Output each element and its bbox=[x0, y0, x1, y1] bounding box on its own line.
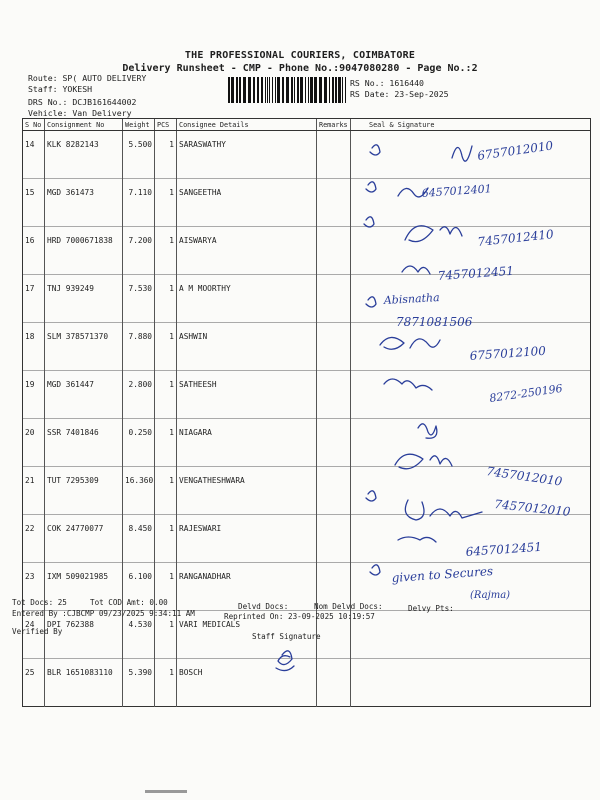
page-edge-mark bbox=[145, 790, 187, 793]
cell-consignment: DPI 762388 bbox=[45, 611, 123, 659]
cell-sno: 14 bbox=[23, 131, 45, 179]
cell-weight: 2.800 bbox=[123, 371, 155, 419]
rs-date: RS Date: 23-Sep-2025 bbox=[350, 88, 449, 99]
cell-pcs: 1 bbox=[155, 419, 177, 467]
signature-scribble bbox=[452, 146, 472, 161]
signature-scribble bbox=[405, 500, 482, 520]
cell-pcs: 1 bbox=[155, 227, 177, 275]
cell-consignment: TNJ 939249 bbox=[45, 275, 123, 323]
signature-scribble bbox=[398, 537, 436, 542]
signature-scribble bbox=[370, 145, 380, 155]
cell-consignee: SANGEETHA bbox=[177, 179, 317, 227]
cell-sno: 16 bbox=[23, 227, 45, 275]
handwritten-number: 6457012401 bbox=[421, 182, 493, 200]
cell-consignment: HRD 7000671838 bbox=[45, 227, 123, 275]
cell-sno: 23 bbox=[23, 563, 45, 611]
cell-consignment: SSR 7401846 bbox=[45, 419, 123, 467]
non-delivered-docs: Nom Delvd Docs: bbox=[314, 602, 383, 611]
handwritten-number: 7457012410 bbox=[476, 227, 555, 249]
verified-by: Verified By bbox=[12, 627, 63, 636]
cell-pcs: 1 bbox=[155, 659, 177, 707]
cell-consignment: IXM 509021985 bbox=[45, 563, 123, 611]
footer-totals bbox=[12, 598, 67, 608]
reprinted-on: Reprinted On: 23-09-2025 10:19:57 bbox=[224, 612, 375, 621]
cell-consignee: ASHWIN bbox=[177, 323, 317, 371]
signature-scribble bbox=[366, 297, 376, 307]
handwritten-number: 7871081506 bbox=[396, 315, 473, 329]
cell-consignee: NIAGARA bbox=[177, 419, 317, 467]
rs-number: RS No.: 1616440 bbox=[350, 78, 424, 88]
cell-weight: 7.200 bbox=[123, 227, 155, 275]
cell-consignment: TUT 7295309 bbox=[45, 467, 123, 515]
cell-consignee: RAJESWARI bbox=[177, 515, 317, 563]
drs-number: DRS No.: DCJB161644002 bbox=[28, 97, 137, 107]
handwritten-number: 6757012010 bbox=[476, 138, 555, 163]
signature-scribble bbox=[370, 565, 380, 575]
cell-weight: 0.250 bbox=[123, 419, 155, 467]
cell-consignee: SARASWATHY bbox=[177, 131, 317, 179]
company-name: THE PROFESSIONAL COURIERS, COIMBATORE bbox=[184, 50, 416, 61]
cell-pcs: 1 bbox=[155, 467, 177, 515]
cell-sno: 15 bbox=[23, 179, 45, 227]
cell-pcs: 1 bbox=[155, 515, 177, 563]
cell-sno: 22 bbox=[23, 515, 45, 563]
cell-pcs: 1 bbox=[155, 611, 177, 659]
cell-consignee: RANGANADHAR bbox=[177, 563, 317, 611]
cell-weight: 5.500 bbox=[123, 131, 155, 179]
col-consignment: Consignment No bbox=[45, 119, 123, 131]
cell-weight: 5.390 bbox=[123, 659, 155, 707]
cell-sno: 20 bbox=[23, 419, 45, 467]
cell-consignment: BLR 1651083110 bbox=[45, 659, 123, 707]
cell-pcs: 1 bbox=[155, 371, 177, 419]
signature-scribble bbox=[366, 491, 376, 501]
cell-pcs: 1 bbox=[155, 131, 177, 179]
cell-sno: 24 bbox=[23, 611, 45, 659]
handwritten-number: 7457012451 bbox=[437, 263, 515, 283]
handwritten-number: 7457012010 bbox=[485, 464, 564, 489]
cell-consignee: A M MOORTHY bbox=[177, 275, 317, 323]
signature-scribble bbox=[418, 424, 437, 438]
cell-consignment: COK 24770077 bbox=[45, 515, 123, 563]
col-remarks: Remarks bbox=[317, 119, 351, 131]
cell-pcs: 1 bbox=[155, 179, 177, 227]
handwritten-number: 6457012451 bbox=[465, 539, 543, 559]
cell-weight: 7.880 bbox=[123, 323, 155, 371]
cell-weight: 16.360 bbox=[123, 467, 155, 515]
cell-consignee: AISWARYA bbox=[177, 227, 317, 275]
cell-sno: 17 bbox=[23, 275, 45, 323]
delivery-points: Delvy Pts: bbox=[408, 604, 454, 613]
col-sno: S No bbox=[23, 119, 45, 131]
cell-sno: 18 bbox=[23, 323, 45, 371]
cell-pcs: 1 bbox=[155, 563, 177, 611]
cell-consignee: VARI MEDICALS bbox=[177, 611, 317, 659]
cell-consignee: SATHEESH bbox=[177, 371, 317, 419]
col-pcs: PCS bbox=[155, 119, 177, 131]
vehicle-label: Vehicle: Van Delivery bbox=[28, 107, 132, 118]
cell-consignee: BOSCH bbox=[177, 659, 317, 707]
signature-scribble bbox=[380, 337, 440, 349]
delivered-docs: Delvd Docs: bbox=[238, 602, 289, 611]
handwritten-note: given to Secures bbox=[391, 563, 494, 585]
runsheet-title: Delivery Runsheet - CMP - Phone No.:9047080280 - Page No.:2 bbox=[122, 63, 478, 74]
handwritten-number: 8272-250196 bbox=[488, 381, 564, 405]
cell-pcs: 1 bbox=[155, 323, 177, 371]
staff-signature-label: Staff Signature bbox=[252, 632, 321, 641]
handwritten-number: 7457012010 bbox=[493, 497, 572, 519]
cell-consignment: MGD 361447 bbox=[45, 371, 123, 419]
signature-scribble bbox=[395, 454, 452, 469]
cell-weight: 8.450 bbox=[123, 515, 155, 563]
signature-scribble bbox=[366, 182, 376, 192]
col-consignee: Consignee Details bbox=[177, 119, 317, 131]
signature-scribble bbox=[384, 379, 432, 390]
total-docs: Tot Docs: 25 bbox=[12, 598, 67, 607]
cell-weight: 7.110 bbox=[123, 179, 155, 227]
handwritten-number: 6757012100 bbox=[469, 343, 547, 363]
cell-sno: 21 bbox=[23, 467, 45, 515]
cell-weight: 4.530 bbox=[123, 611, 155, 659]
cell-consignment: KLK 8282143 bbox=[45, 131, 123, 179]
cell-sno: 25 bbox=[23, 659, 45, 707]
handwritten-note: Abisnatha bbox=[383, 291, 440, 307]
staff-signature-mark bbox=[276, 651, 294, 671]
entered-by: Entered By :CJBCMP 09/23/2025 9:34:11 AM bbox=[12, 609, 195, 618]
cell-weight: 7.530 bbox=[123, 275, 155, 323]
staff-label: Staff: YOKESH bbox=[28, 83, 93, 94]
cell-consignment: MGD 361473 bbox=[45, 179, 123, 227]
signature-scribble bbox=[405, 226, 462, 242]
cell-consignee: VENGATHESHWARA bbox=[177, 467, 317, 515]
cell-sno: 19 bbox=[23, 371, 45, 419]
handwritten-note: (Rajma) bbox=[470, 590, 511, 601]
col-weight: Weight bbox=[123, 119, 155, 131]
route-label: Route: SP( AUTO DELIVERY bbox=[28, 73, 147, 83]
cell-pcs: 1 bbox=[155, 275, 177, 323]
signature-scribble bbox=[402, 266, 430, 274]
cell-weight: 6.100 bbox=[123, 563, 155, 611]
cell-consignment: SLM 378571370 bbox=[45, 323, 123, 371]
total-cod: Tot COD Amt: 0.00 bbox=[90, 598, 168, 607]
signature-scribble bbox=[364, 217, 374, 227]
col-signature: Seal & Signature bbox=[351, 119, 591, 131]
